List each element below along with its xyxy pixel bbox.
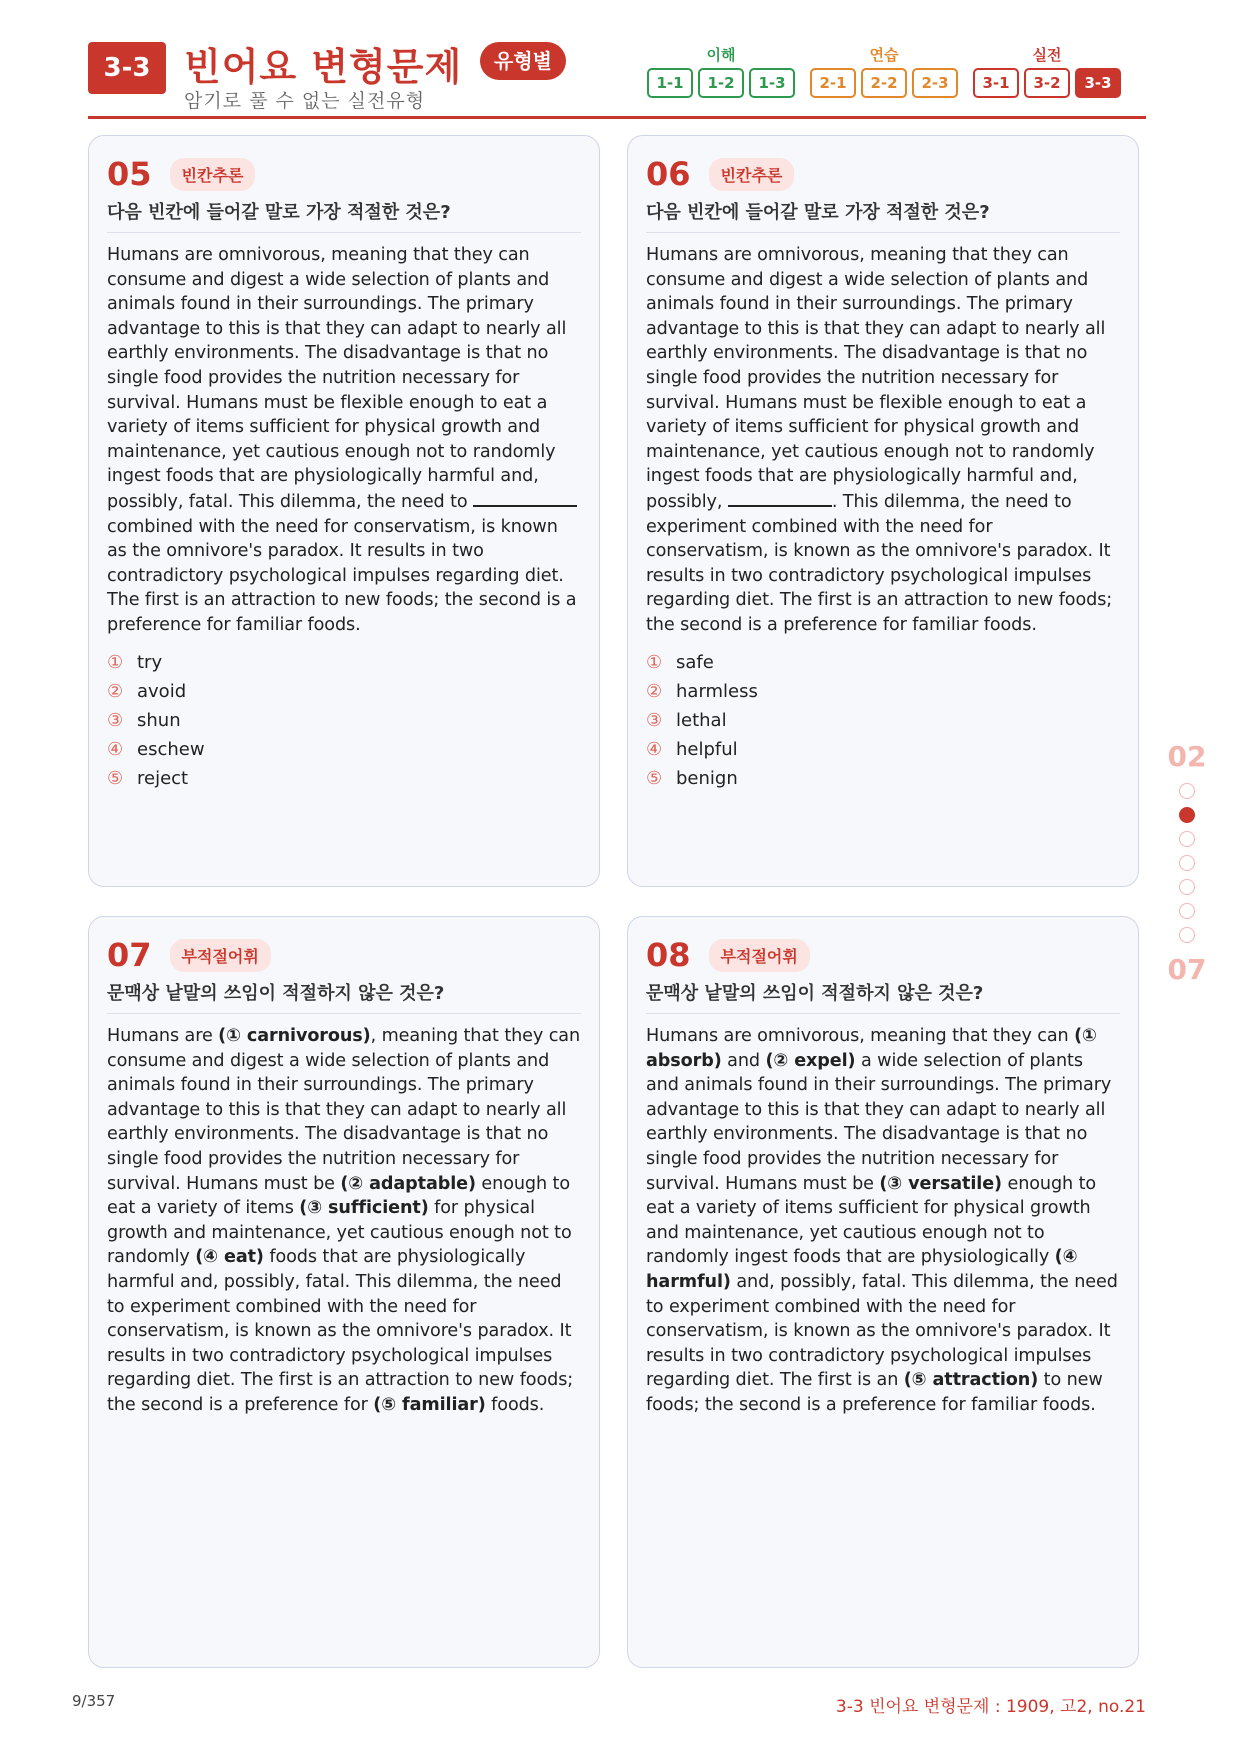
nav-dot[interactable] (1179, 879, 1195, 895)
choice-list (646, 648, 1120, 793)
side-nav-dots (1177, 783, 1197, 943)
vocab-option-2[interactable]: (② adaptable) (340, 1173, 476, 1194)
question-instruction: 다음 빈칸에 들어갈 말로 가장 적절한 것은? (646, 198, 1120, 233)
vocab-option-4[interactable]: (④ eat) (195, 1247, 264, 1268)
type-pill[interactable]: 유형별 (480, 42, 566, 80)
vocab-option-3[interactable]: (③ sufficient) (299, 1198, 429, 1219)
level-tab-1-2[interactable]: 1-2 (698, 68, 744, 98)
choice-item[interactable]: ④ helpful (646, 738, 738, 760)
level-group-label: 이해 (706, 46, 736, 64)
choice-item[interactable]: ⑤ benign (646, 767, 738, 789)
choice-item[interactable]: ③ lethal (646, 709, 727, 731)
choice-item[interactable]: ② avoid (107, 680, 187, 702)
choice-item[interactable]: ④ eschew (107, 738, 205, 760)
choice-item[interactable]: ⑤ reject (107, 767, 189, 789)
page-header (88, 38, 1146, 120)
question-tag: 빈칸추론 (709, 158, 795, 191)
header-divider (88, 116, 1146, 119)
level-tab-3-3[interactable]: 3-3 (1075, 68, 1121, 98)
question-tag: 빈칸추론 (170, 158, 256, 191)
side-progress-nav (1162, 740, 1212, 986)
passage: Humans are (① carnivorous), meaning that they can consume and digest a wide selection of plants and animals found in their surroundings. The primary advantage to this is that they can adapt to nearly all earthly environments. The disadvantage is that no single food provides the nutrition necessary for survival. Humans must be (② adaptable) enough to eat a variety of items (③ sufficient) for physical growth and maintenance, yet cautious enough not to randomly (④ eat) foods that are physiologically harmful and, possibly, fatal. This dilemma, the need to experiment combined with the need for conservatism, is known as the omnivore's paradox. It results in two contradictory psychological impulses regarding diet. The first is an attraction to new foods; the second is a preference for (⑤ familiar) foods. (107, 1026, 581, 1415)
page-number: 9/357 (72, 1692, 116, 1710)
vocab-option-5[interactable]: (⑤ attraction) (903, 1370, 1039, 1391)
nav-dot[interactable] (1179, 783, 1195, 799)
nav-dot[interactable] (1179, 831, 1195, 847)
vocab-option-5[interactable]: (⑤ familiar) (373, 1394, 486, 1415)
question-tag: 부적절어휘 (709, 939, 810, 972)
choice-item[interactable]: ③ shun (107, 709, 181, 731)
question-card-07 (88, 916, 600, 1668)
question-card-05 (88, 135, 600, 887)
side-nav-end[interactable]: 07 (1167, 953, 1207, 986)
question-number: 05 (107, 155, 152, 193)
answer-blank (473, 489, 577, 507)
vocab-option-1[interactable]: (① absorb) (646, 1026, 1097, 1071)
nav-dot-active[interactable] (1179, 807, 1195, 823)
passage: Humans are omnivorous, meaning that they can (① absorb) and (② expel) a wide selection of plants and animals found in their surroundings. The primary advantage to this is that they can adapt to nearly all earthly environments. The disadvantage is that no single food provides the nutrition necessary for survival. Humans must be (③ versatile) enough to eat a variety of items sufficient for physical growth and maintenance, yet cautious enough not to randomly ingest foods that are physiologically (④ harmful) and, possibly, fatal. This dilemma, the need to experiment combined with the need for conservatism, is known as the omnivore's paradox. It results in two contradictory psychological impulses regarding diet. The first is an (⑤ attraction) to new foods; the second is a preference for familiar foods. (646, 1026, 1118, 1415)
level-tab-1-1[interactable]: 1-1 (647, 68, 693, 98)
passage: Humans are omnivorous, meaning that they can consume and digest a wide selection of plants and animals found in their surroundings. The primary advantage to this is that they can adapt to nearly all earthly environments. The disadvantage is that no single food provides the nutrition necessary for survival. Humans must be flexible enough to eat a variety of items sufficient for physical growth and maintenance, yet cautious enough not to randomly ingest foods that are physiologically harmful and, possibly, fatal. This dilemma, the need to combined with the need for conservatism, is known as the omnivore's paradox. It results in two contradictory psychological impulses regarding diet. The first is an attraction to new foods; the second is a preference for familiar foods. (107, 245, 577, 635)
question-instruction: 문맥상 낱말의 쓰임이 적절하지 않은 것은? (646, 979, 1120, 1014)
question-number: 07 (107, 936, 152, 974)
page-title: 빈어요 변형문제 (184, 45, 463, 89)
side-nav-start[interactable]: 02 (1167, 740, 1207, 773)
question-number: 06 (646, 155, 691, 193)
vocab-option-3[interactable]: (③ versatile) (879, 1173, 1002, 1194)
choice-item[interactable]: ① safe (646, 651, 714, 673)
answer-blank (728, 489, 832, 507)
vocab-option-2[interactable]: (② expel) (765, 1050, 856, 1071)
question-card-08 (627, 916, 1139, 1668)
level-tab-3-2[interactable]: 3-2 (1024, 68, 1070, 98)
level-tab-1-3[interactable]: 1-3 (749, 68, 795, 98)
nav-dot[interactable] (1179, 903, 1195, 919)
section-badge: 3-3 (88, 42, 166, 94)
passage: Humans are omnivorous, meaning that they can consume and digest a wide selection of plants and animals found in their surroundings. The primary advantage to this is that they can adapt to nearly all earthly environments. The disadvantage is that no single food provides the nutrition necessary for survival. Humans must be flexible enough to eat a variety of items sufficient for physical growth and maintenance, yet cautious enough not to randomly ingest foods that are physiologically harmful and, possibly, . This dilemma, the need to experiment combined with the need for conservatism, is known as the omnivore's paradox. It results in two contradictory psychological impulses regarding diet. The first is an attraction to new foods; the second is a preference for familiar foods. (646, 245, 1113, 635)
source-reference: 3-3 빈어요 변형문제 : 1909, 고2, no.21 (835, 1697, 1146, 1717)
page-subtitle: 암기로 풀 수 없는 실전유형 (184, 90, 426, 112)
nav-dot[interactable] (1179, 927, 1195, 943)
level-group-label: 연습 (869, 46, 899, 64)
question-number: 08 (646, 936, 691, 974)
question-card-06 (627, 135, 1139, 887)
choice-list (107, 648, 581, 793)
level-tab-3-1[interactable]: 3-1 (973, 68, 1019, 98)
level-group-label: 실전 (1032, 46, 1062, 64)
choice-item[interactable]: ① try (107, 651, 163, 673)
vocab-option-4[interactable]: (④ harmful) (646, 1247, 1078, 1292)
level-tab-2-1[interactable]: 2-1 (810, 68, 856, 98)
nav-dot[interactable] (1179, 855, 1195, 871)
choice-item[interactable]: ② harmless (646, 680, 758, 702)
level-tab-2-3[interactable]: 2-3 (912, 68, 958, 98)
question-instruction: 다음 빈칸에 들어갈 말로 가장 적절한 것은? (107, 198, 581, 233)
vocab-option-1[interactable]: (① carnivorous) (218, 1026, 371, 1046)
question-instruction: 문맥상 낱말의 쓰임이 적절하지 않은 것은? (107, 979, 581, 1014)
level-tab-2-2[interactable]: 2-2 (861, 68, 907, 98)
question-tag: 부적절어휘 (170, 939, 271, 972)
